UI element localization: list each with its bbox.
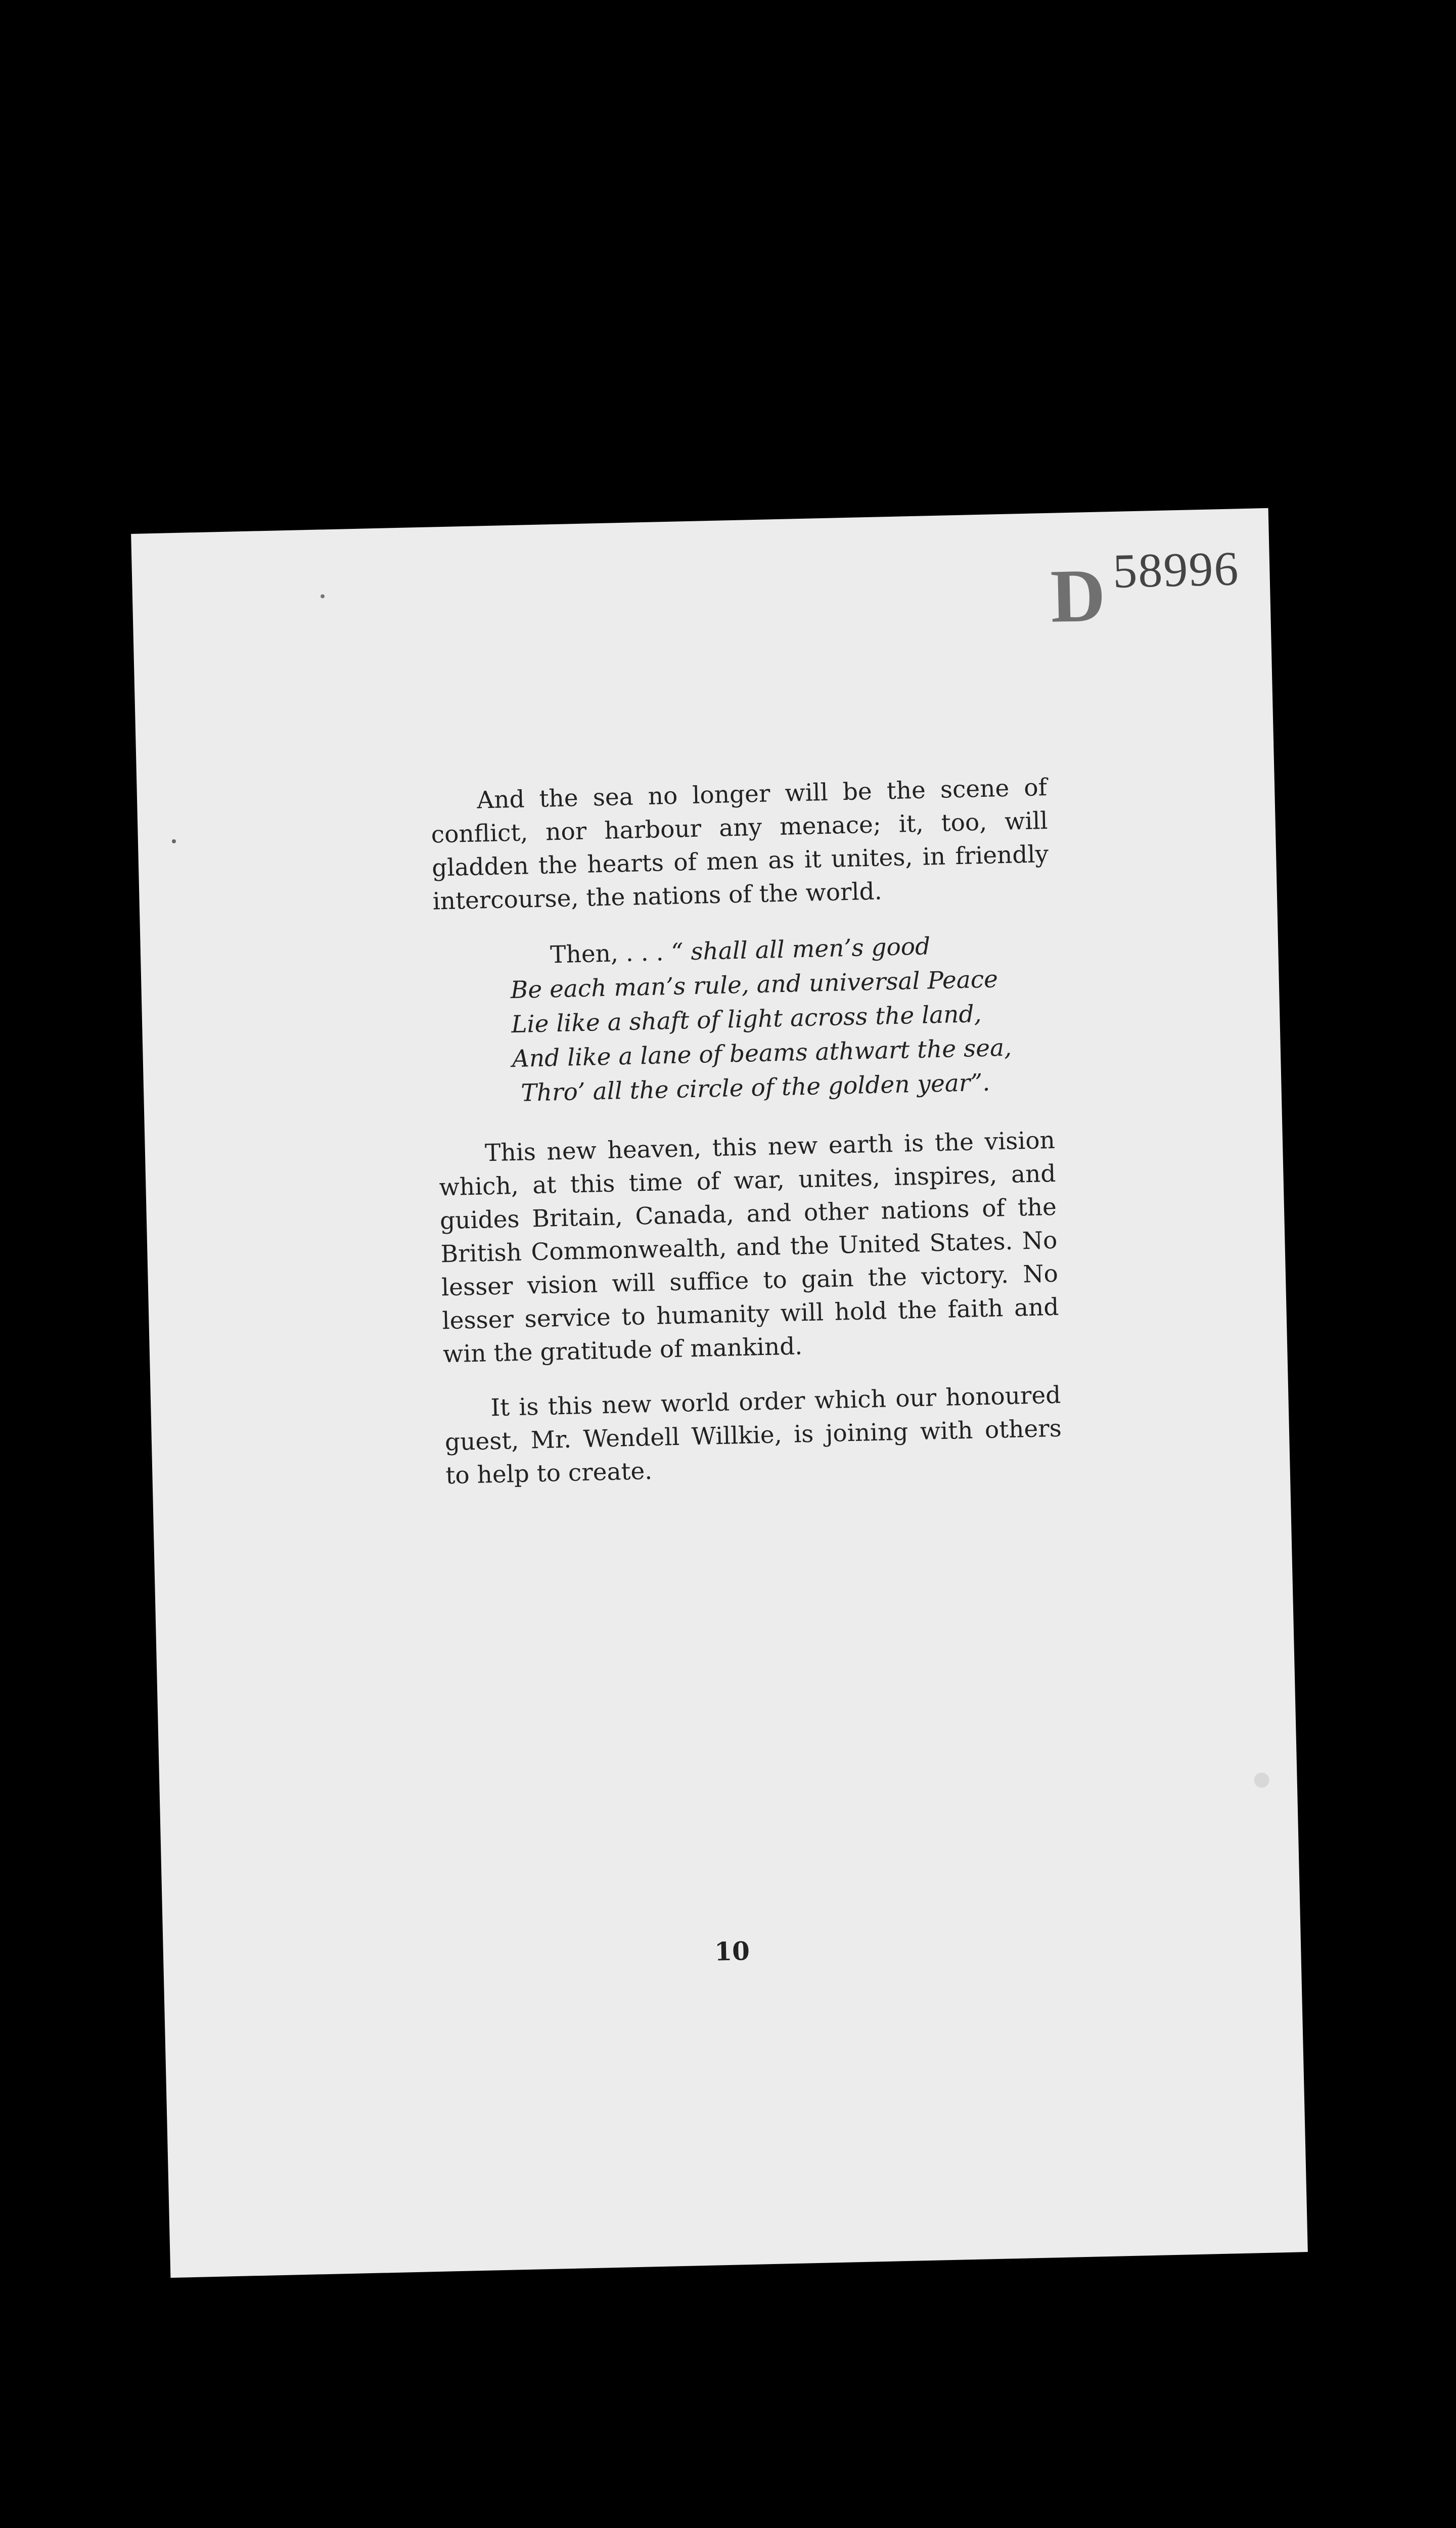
- verse-line: And like a lane of beams athwart the sea,: [512, 1033, 1012, 1073]
- verse-intro: Then, . . .: [550, 938, 672, 969]
- paragraph-sea: And the sea no longer will be the scene of conflict, nor harbour any menace; it, too, will gladden the hearts of men as it unites, in friendly intercourse, the nations of the world.: [431, 773, 1049, 916]
- paragraph-vision: This new heaven, this new earth is the vision which, at this time of war, unites, inspires, and guides Britain, Canada, and other nations of the British Commonwealth, and the United States. No lesser vision will suffice to gain the victory. No lesser service to humanity will hold the faith and win the gratitude of mankind.: [439, 1126, 1059, 1369]
- paper-speck: [1254, 1773, 1269, 1788]
- page-content: [430, 771, 1063, 1493]
- stamp-letter: D: [1050, 553, 1107, 639]
- document-page: [131, 508, 1308, 2278]
- verse-line-text: “ shall all men’s good: [670, 932, 931, 966]
- verse-line: Be each man’s rule, and universal Peace: [510, 965, 998, 1005]
- verse-quotation: [510, 927, 1054, 1111]
- verse-line: Thro’ all the circle of the golden year”.: [520, 1068, 990, 1107]
- paragraph-world-order: It is this new world order which our honoured guest, Mr. Wendell Willkie, is joining with others to help to create.: [444, 1381, 1062, 1490]
- paper-speck: [321, 594, 325, 598]
- archive-stamp: [1050, 541, 1241, 639]
- film-speck: [172, 839, 176, 843]
- stamp-number: 58996: [1112, 541, 1240, 598]
- verse-line: Lie like a shaft of light across the land,: [511, 1000, 982, 1039]
- page-number: 10: [714, 1935, 750, 1967]
